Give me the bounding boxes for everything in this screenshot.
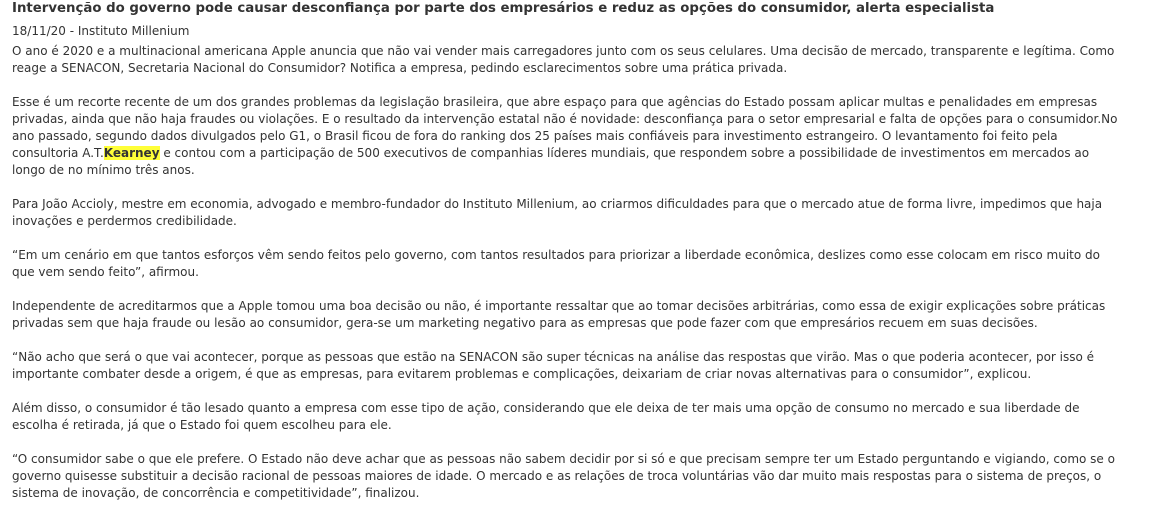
paragraph-3: Para João Accioly, mestre em economia, advogado e membro-fundador do Instituto Millenium, ao criarmos dificuldades para que o mercado atue de forma livre, impedimos que haja inovações e perdermos credibilidade. bbox=[12, 197, 1103, 228]
article-title: Intervenção do governo pode causar desconfiança por parte dos empresários e reduz as opções do consumidor, alerta especialista bbox=[12, 1, 995, 16]
paragraph-6: “Não acho que será o que vai acontecer, porque as pessoas que estão na SENACON são super técnicas na análise das respostas que virão. Mas o que poderia acontecer, por isso é importante combater desde a origem, é que as empresas, para evitarem problemas e complicações, deixariam de criar novas alternativas para o consumidor”, explicou. bbox=[12, 350, 1095, 381]
article-source: Instituto Millenium bbox=[77, 24, 190, 38]
paragraph-8: “O consumidor sabe o que ele prefere. O Estado não deve achar que as pessoas não sabem decidir por si só e que precisam sempre ter um Estado perguntando e vigiando, como se o governo quisesse substituir a decisão racional de pessoas maiores de idade. O mercado e as relações de troca voluntárias vão dar muito mais respostas para o sistema de preços, o sistema de inovação, de concorrência e competitividade”, finalizou. bbox=[12, 452, 1115, 500]
meta-separator: - bbox=[65, 24, 78, 38]
article-body bbox=[12, 43, 1122, 502]
paragraph-1: O ano é 2020 e a multinacional americana Apple anuncia que não vai vender mais carregadores junto com os seus celulares. Uma decisão de mercado, transparente e legítima. Como reage a SENACON, Secretaria Nacional do Consumidor? Notifica a empresa, pedindo esclarecimentos sobre uma prática privada. bbox=[12, 44, 1115, 75]
article-meta bbox=[12, 23, 1140, 40]
paragraph-7: Além disso, o consumidor é tão lesado quanto a empresa com esse tipo de ação, considerando que ele deixa de ter mais uma opção de consumo no mercado e sua liberdade de escolha é retirada, já que o Estado foi quem escolheu para ele. bbox=[12, 401, 1080, 432]
highlighted-term: Kearney bbox=[103, 146, 160, 160]
paragraph-2-after: e contou com a participação de 500 executivos de companhias líderes mundiais, que respondem sobre a possibilidade de investimentos em mercados ao longo de no mínimo três anos. bbox=[12, 146, 1090, 177]
paragraph-4: “Em um cenário em que tantos esforços vêm sendo feitos pelo governo, com tantos resultados para priorizar a liberdade econômica, deslizes como esse colocam em risco muito do que vem sendo feito”, afirmou. bbox=[12, 248, 1100, 279]
paragraph-2 bbox=[12, 94, 1122, 179]
article-date: 18/11/20 bbox=[12, 24, 66, 38]
paragraph-5: Independente de acreditarmos que a Apple tomou uma boa decisão ou não, é importante ressaltar que ao tomar decisões arbitrárias, como essa de exigir explicações sobre práticas privadas sem que haja fraude ou lesão ao consumidor, gera-se um marketing negativo para as empresas que pode fazer com que empresários recuem em suas decisões. bbox=[12, 299, 1106, 330]
paragraph-2-before: Esse é um recorte recente de um dos grandes problemas da legislação brasileira, que abre espaço para que agências do Estado possam aplicar multas e penalidades em empresas privadas, ainda que não haja fraudes ou violações. E o resultado da intervenção estatal não é novidade: desconfiança para o setor empresarial e falta de opções para o consumidor.No ano passado, segundo dados divulgados pelo G1, o Brasil ficou de fora do ranking dos 25 países mais confiáveis para investimento estrangeiro. O levantamento foi feito pela consultoria A.T. bbox=[12, 95, 1118, 160]
